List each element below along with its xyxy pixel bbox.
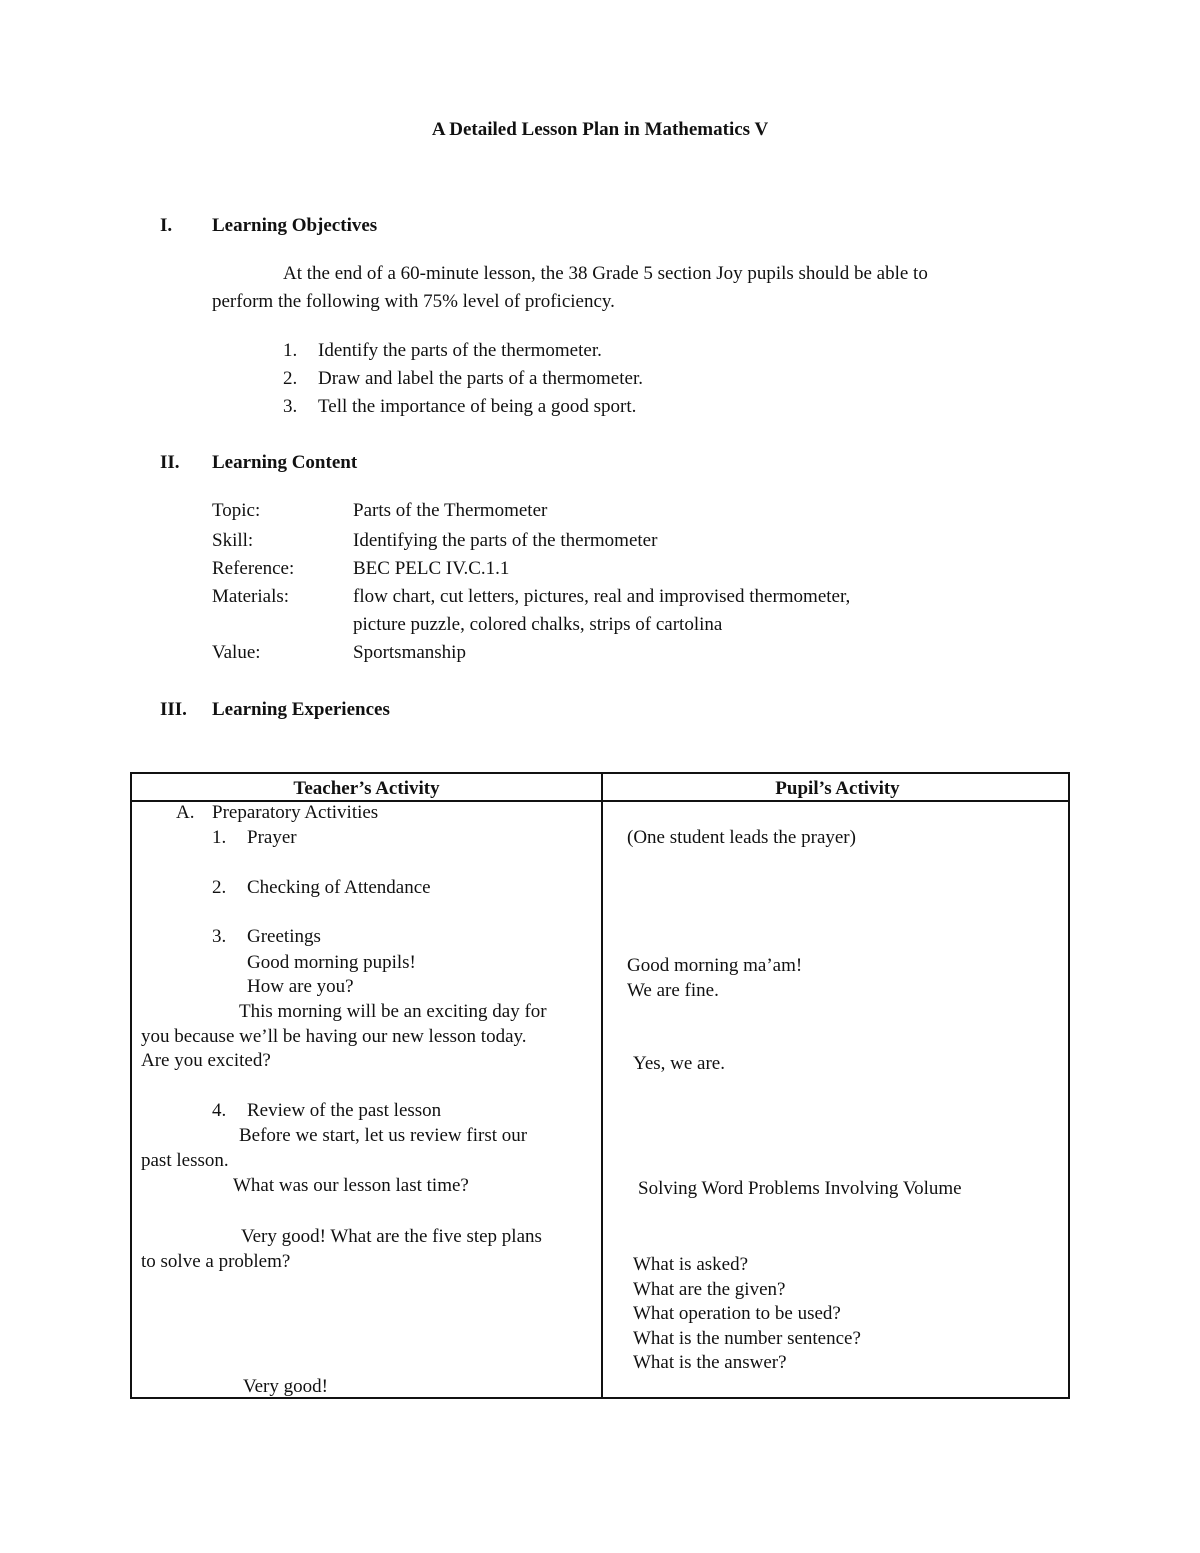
content-label-value: Value: [212,642,261,663]
pupil-response: Yes, we are. [633,1053,725,1074]
objective-item: Identify the parts of the thermometer. [318,340,602,361]
objectives-intro-line2: perform the following with 75% level of proficiency. [212,291,615,312]
pupil-step-plan: What is the answer? [633,1352,787,1373]
content-label-skill: Skill: [212,530,254,551]
document-title: A Detailed Lesson Plan in Mathematics V [431,119,769,140]
pupil-lesson-answer: Solving Word Problems Involving Volume [638,1178,962,1199]
teacher-praise-line: Very good! What are the five step plans [241,1226,542,1247]
teacher-excite-line: Are you excited? [141,1050,271,1071]
table-column-divider [601,774,603,1397]
step-review: Review of the past lesson [247,1100,442,1121]
pupil-activity-header: Pupil’s Activity [775,778,900,799]
pupil-step-plan: What are the given? [633,1279,786,1300]
prep-letter: A. [176,802,195,823]
section-number: II. [160,452,180,473]
section-title-content: Learning Content [212,452,358,473]
objectives-intro-line1: At the end of a 60-minute lesson, the 38 Grade 5 section Joy pupils should be able to [283,263,928,284]
pupil-step-plan: What operation to be used? [633,1303,841,1324]
objective-number: 1. [283,340,298,361]
section-number: I. [160,215,173,236]
pupil-step-plan: What is the number sentence? [633,1328,861,1349]
teacher-excite-line: This morning will be an exciting day for [239,1001,547,1022]
objective-number: 3. [283,396,298,417]
teacher-greeting-line: Good morning pupils! [247,952,416,973]
pupil-step-plan: What is asked? [633,1254,749,1275]
pupil-prayer: (One student leads the prayer) [627,827,856,848]
section-title-experiences: Learning Experiences [212,699,390,720]
teacher-review-line: past lesson. [141,1150,229,1171]
activity-table [130,772,1070,1399]
objective-item: Tell the importance of being a good sport. [318,396,637,417]
step-number: 3. [212,926,227,947]
content-value-topic: Parts of the Thermometer [353,500,548,521]
prep-title: Preparatory Activities [212,802,379,823]
content-label-materials: Materials: [212,586,290,607]
teacher-review-line: What was our lesson last time? [233,1175,469,1196]
teacher-review-line: Before we start, let us review first our [239,1125,528,1146]
content-value-reference: BEC PELC IV.C.1.1 [353,558,510,579]
step-number: 2. [212,877,227,898]
objective-number: 2. [283,368,298,389]
teacher-activity-header: Teacher’s Activity [293,778,440,799]
content-label-topic: Topic: [212,500,261,521]
step-number: 4. [212,1100,227,1121]
section-title-objectives: Learning Objectives [212,215,378,236]
objective-item: Draw and label the parts of a thermometer. [318,368,643,389]
content-value-materials-line2: picture puzzle, colored chalks, strips of cartolina [353,614,723,635]
content-value-value: Sportsmanship [353,642,466,663]
step-greetings: Greetings [247,926,321,947]
teacher-praise-line: Very good! [243,1376,328,1397]
content-value-skill: Identifying the parts of the thermometer [353,530,658,551]
content-value-materials-line1: flow chart, cut letters, pictures, real and improvised thermometer, [353,586,851,607]
step-attendance: Checking of Attendance [247,877,431,898]
teacher-greeting-line: How are you? [247,976,354,997]
teacher-excite-line: you because we’ll be having our new lesson today. [141,1026,527,1047]
content-label-reference: Reference: [212,558,295,579]
pupil-greeting-line: We are fine. [627,980,719,1001]
step-number: 1. [212,827,227,848]
pupil-greeting-line: Good morning ma’am! [627,955,803,976]
section-number: III. [160,699,187,720]
teacher-praise-line: to solve a problem? [141,1251,291,1272]
step-prayer: Prayer [247,827,297,848]
